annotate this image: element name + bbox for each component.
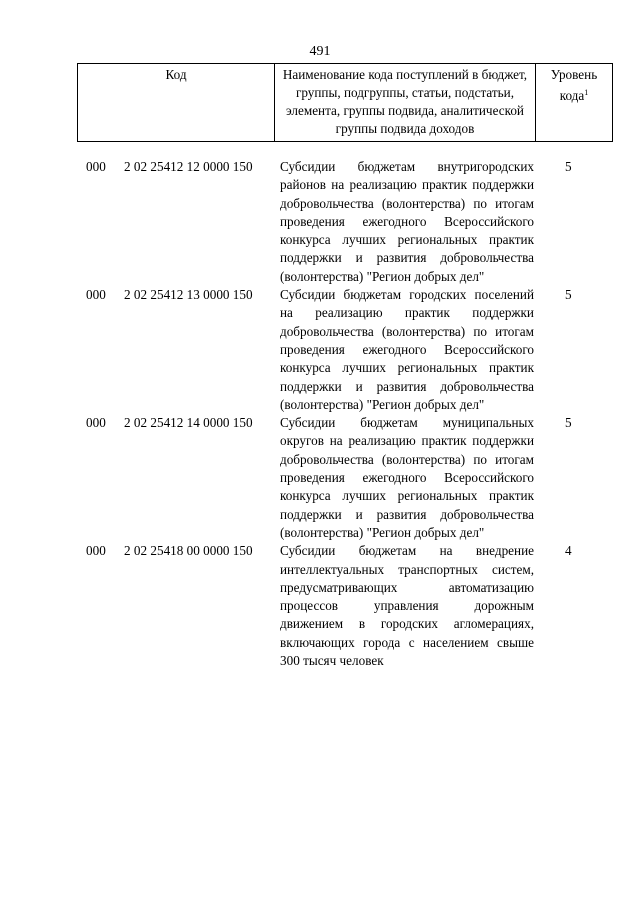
income-code: 2 02 25418 00 0000 150 bbox=[124, 543, 253, 559]
admin-code: 000 bbox=[86, 543, 106, 559]
code-level: 5 bbox=[565, 159, 572, 174]
admin-code: 000 bbox=[86, 159, 106, 174]
table-row bbox=[77, 414, 609, 542]
header-name-label: Наименование кода поступлений в бюджет, группы, подгруппы, статьи, подстатьи, элемента, группы подвида, аналитической группы подвида доходов bbox=[282, 67, 528, 136]
admin-code: 000 bbox=[86, 415, 106, 431]
income-name: Субсидии бюджетам муниципальных округов на реализацию практик поддержки добровольчества (волонтерства) по итогам проведения ежегодного Всероссийского конкурса лучших региональных практик поддержки и развития добровольчества (волонтерства) "Регион добрых дел" bbox=[280, 415, 534, 540]
income-name: Субсидии бюджетам на внедрение интеллектуальных транспортных систем, предусматривающих автоматизацию процессов управления дорожным движением в городских агломерациях, включающих города с населением свыше 300 тысяч человек bbox=[280, 543, 534, 669]
table-row bbox=[77, 158, 609, 286]
table-row bbox=[77, 286, 609, 414]
header-name bbox=[275, 64, 536, 142]
header-level-label: Уровень кода bbox=[550, 67, 598, 103]
income-code: 2 02 25412 13 0000 150 bbox=[124, 287, 253, 303]
admin-code: 000 bbox=[86, 287, 106, 303]
header-code-label: Код bbox=[165, 67, 187, 82]
header-level bbox=[536, 64, 613, 142]
footnote-mark: 1 bbox=[584, 88, 589, 97]
income-name: Субсидии бюджетам городских поселений на реализацию практик поддержки добровольчества (волонтерства) по итогам проведения ежегодного Всероссийского конкурса лучших региональных практик поддержки и развития добровольчества (волонтерства) "Регион добрых дел" bbox=[280, 287, 534, 412]
income-code: 2 02 25412 12 0000 150 bbox=[124, 159, 253, 174]
code-level: 5 bbox=[565, 287, 572, 303]
table-row bbox=[77, 542, 609, 670]
table-body bbox=[77, 158, 609, 670]
table-header bbox=[77, 63, 613, 142]
code-level: 5 bbox=[565, 415, 572, 431]
page-number: 491 bbox=[309, 44, 331, 59]
income-code: 2 02 25412 14 0000 150 bbox=[124, 415, 253, 431]
income-name: Субсидии бюджетам внутригородских районов на реализацию практик поддержки добровольчества (волонтерства) по итогам проведения ежегодного Всероссийского конкурса лучших региональных практик поддержки и развития добровольчества (волонтерства) "Регион добрых дел" bbox=[280, 159, 534, 284]
code-level: 4 bbox=[565, 543, 572, 559]
header-code bbox=[78, 64, 275, 142]
